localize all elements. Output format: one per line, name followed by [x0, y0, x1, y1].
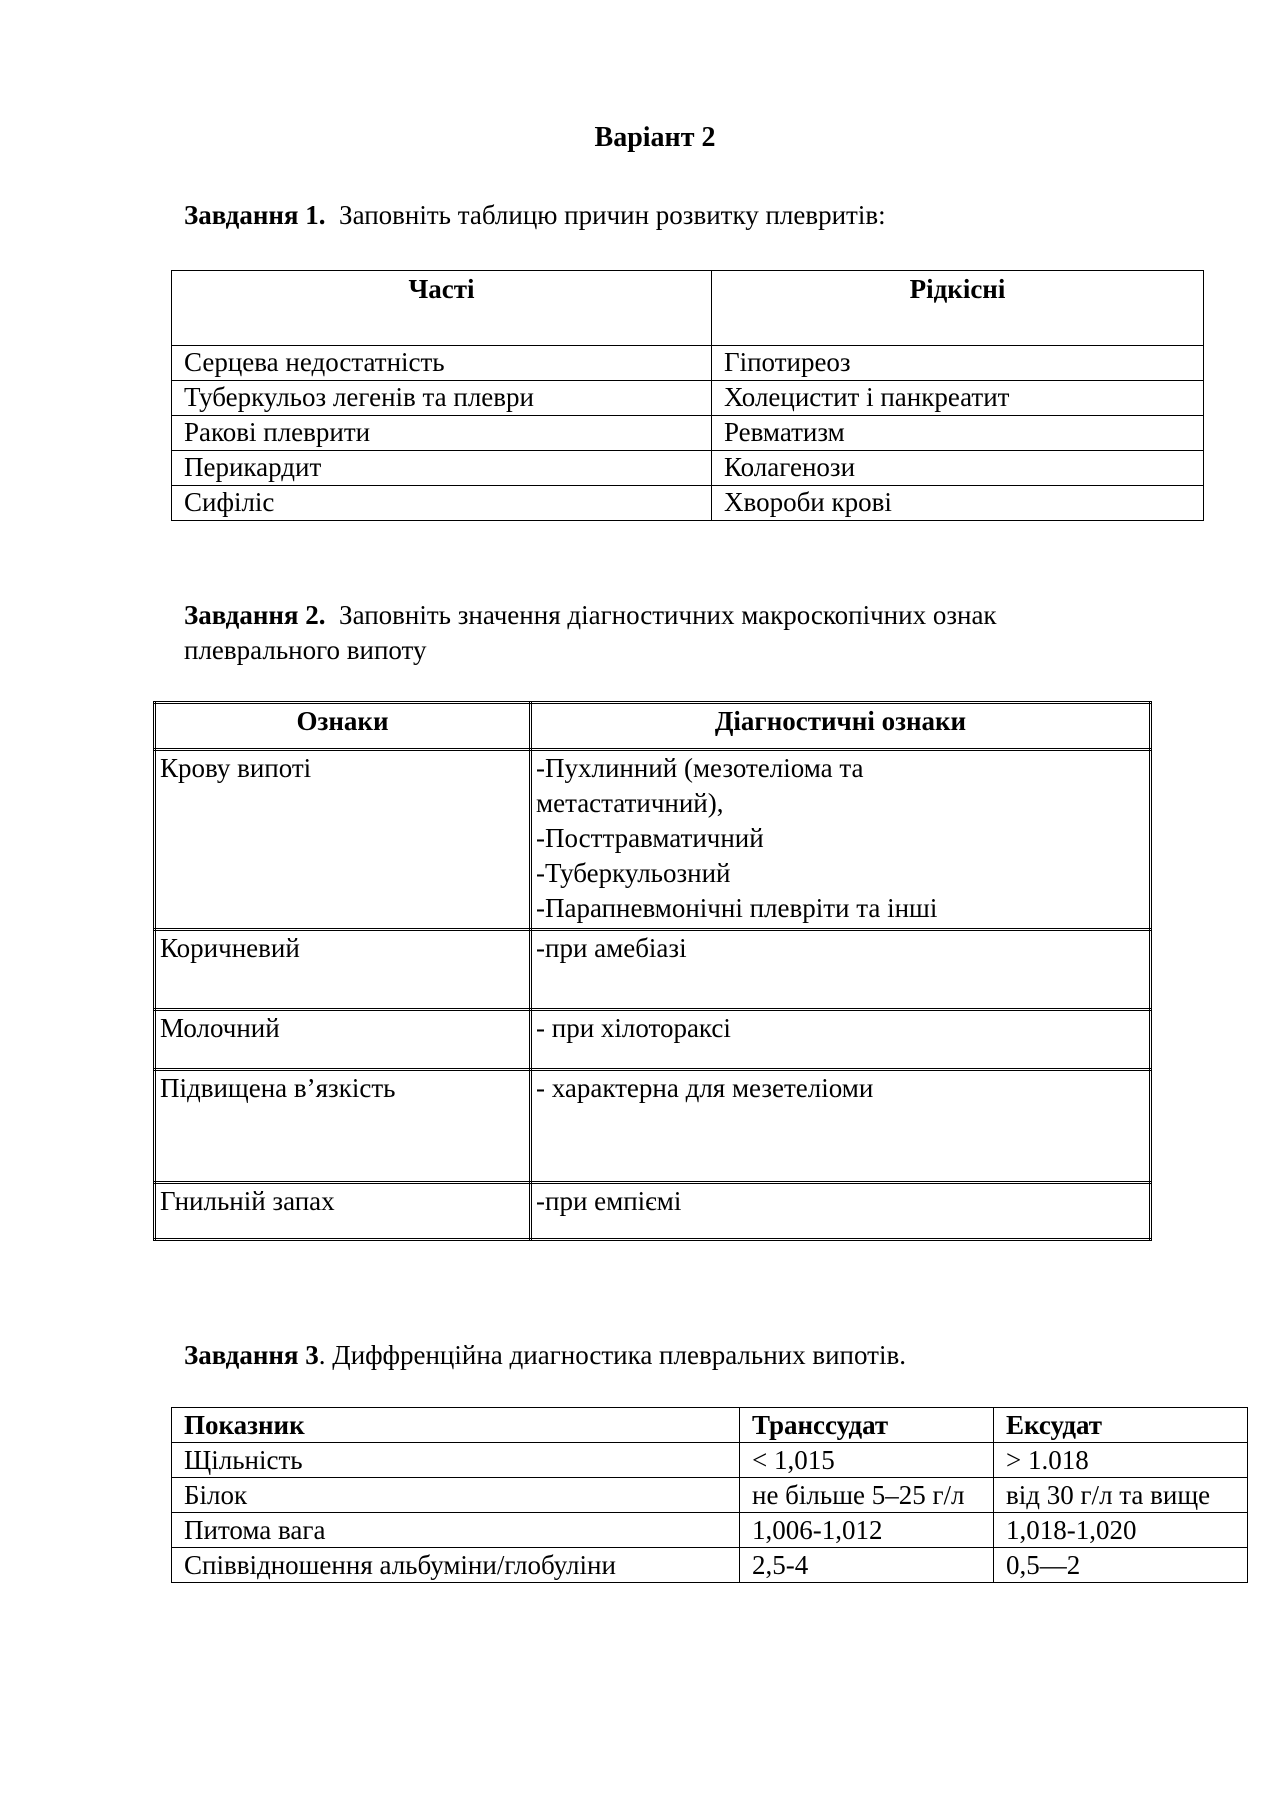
cell-transudate: < 1,015 — [740, 1443, 994, 1478]
task2-heading — [184, 598, 997, 668]
header-diagnostic-signs: Діагностичні ознаки — [531, 703, 1151, 750]
table-row — [155, 750, 1151, 930]
cell-exudate: > 1.018 — [994, 1443, 1248, 1478]
cell-exudate: 0,5—2 — [994, 1548, 1248, 1583]
cell-sign: Коричневий — [155, 930, 531, 1010]
cell-indicator: Щільність — [172, 1443, 740, 1478]
task1-heading — [184, 198, 886, 233]
header-rare: Рідкісні — [712, 271, 1204, 346]
table-row — [155, 930, 1151, 1010]
task2-text-line1: Заповніть значення діагностичних макроскопічних ознак — [339, 600, 997, 630]
cell-transudate: 2,5-4 — [740, 1548, 994, 1583]
cell-rare: Ревматизм — [712, 416, 1204, 451]
cell-diagnosis: -при емпіємі — [531, 1183, 1151, 1240]
diagnosis-line: -Туберкульозний — [536, 858, 731, 888]
cell-sign: Гнильній запах — [155, 1183, 531, 1240]
table-row — [172, 416, 1204, 451]
cell-sign: Крову випоті — [155, 750, 531, 930]
header-signs: Ознаки — [155, 703, 531, 750]
table-row — [172, 346, 1204, 381]
table-row — [155, 1183, 1151, 1240]
table-row — [172, 486, 1204, 521]
task3-text: . Диффренційна диагностика плевральних випотів. — [318, 1340, 906, 1370]
header-frequent: Часті — [172, 271, 712, 346]
differential-table — [171, 1407, 1248, 1583]
cell-exudate: 1,018-1,020 — [994, 1513, 1248, 1548]
task3-label: Завдання 3 — [184, 1340, 319, 1370]
causes-table — [171, 270, 1204, 521]
cell-rare: Гіпотиреоз — [712, 346, 1204, 381]
cell-frequent: Сифіліс — [172, 486, 712, 521]
table-header-row — [155, 703, 1151, 750]
task2-text-line2: плеврального випоту — [184, 635, 427, 665]
cell-indicator: Співвідношення альбуміни/глобуліни — [172, 1548, 740, 1583]
cell-frequent: Серцева недостатність — [172, 346, 712, 381]
table-header-row — [172, 1408, 1248, 1443]
diagnosis-line: -Парапневмонічні плевріти та інші — [536, 893, 938, 923]
task3-heading — [184, 1338, 906, 1373]
diagnosis-line: метастатичний), — [536, 788, 724, 818]
cell-exudate: від 30 г/л та вище — [994, 1478, 1248, 1513]
diagnostic-signs-table — [153, 701, 1152, 1241]
table-row — [172, 1548, 1248, 1583]
table-row — [155, 1010, 1151, 1070]
cell-indicator: Білок — [172, 1478, 740, 1513]
table-row — [172, 1513, 1248, 1548]
cell-indicator: Питома вага — [172, 1513, 740, 1548]
cell-frequent: Ракові плеврити — [172, 416, 712, 451]
diagnosis-line: -Пухлинний (мезотеліома та — [536, 753, 864, 783]
cell-rare: Колагенози — [712, 451, 1204, 486]
table-row — [155, 1070, 1151, 1183]
header-indicator: Показник — [172, 1408, 740, 1443]
table-row — [172, 1478, 1248, 1513]
table-header-row — [172, 271, 1204, 346]
cell-diagnosis: - при хілотораксі — [531, 1010, 1151, 1070]
cell-diagnosis — [531, 750, 1151, 930]
cell-rare: Холецистит і панкреатит — [712, 381, 1204, 416]
cell-frequent: Перикардит — [172, 451, 712, 486]
table-row — [172, 1443, 1248, 1478]
task2-label: Завдання 2. — [184, 600, 326, 630]
cell-frequent: Туберкульоз легенів та плеври — [172, 381, 712, 416]
diagnosis-line: -Посттравматичний — [536, 823, 764, 853]
cell-diagnosis: -при амебіазі — [531, 930, 1151, 1010]
header-transudate: Транссудат — [740, 1408, 994, 1443]
cell-transudate: не більше 5–25 г/л — [740, 1478, 994, 1513]
header-exudate: Ексудат — [994, 1408, 1248, 1443]
cell-rare: Хвороби крові — [712, 486, 1204, 521]
table-row — [172, 451, 1204, 486]
cell-transudate: 1,006-1,012 — [740, 1513, 994, 1548]
page-title: Варіант 2 — [594, 122, 716, 153]
table-row — [172, 381, 1204, 416]
task1-label: Завдання 1. — [184, 200, 326, 230]
cell-diagnosis: - характерна для мезетеліоми — [531, 1070, 1151, 1183]
task1-text: Заповніть таблицю причин розвитку плевритів: — [339, 200, 886, 230]
cell-sign: Підвищена в’язкість — [155, 1070, 531, 1183]
cell-sign: Молочний — [155, 1010, 531, 1070]
